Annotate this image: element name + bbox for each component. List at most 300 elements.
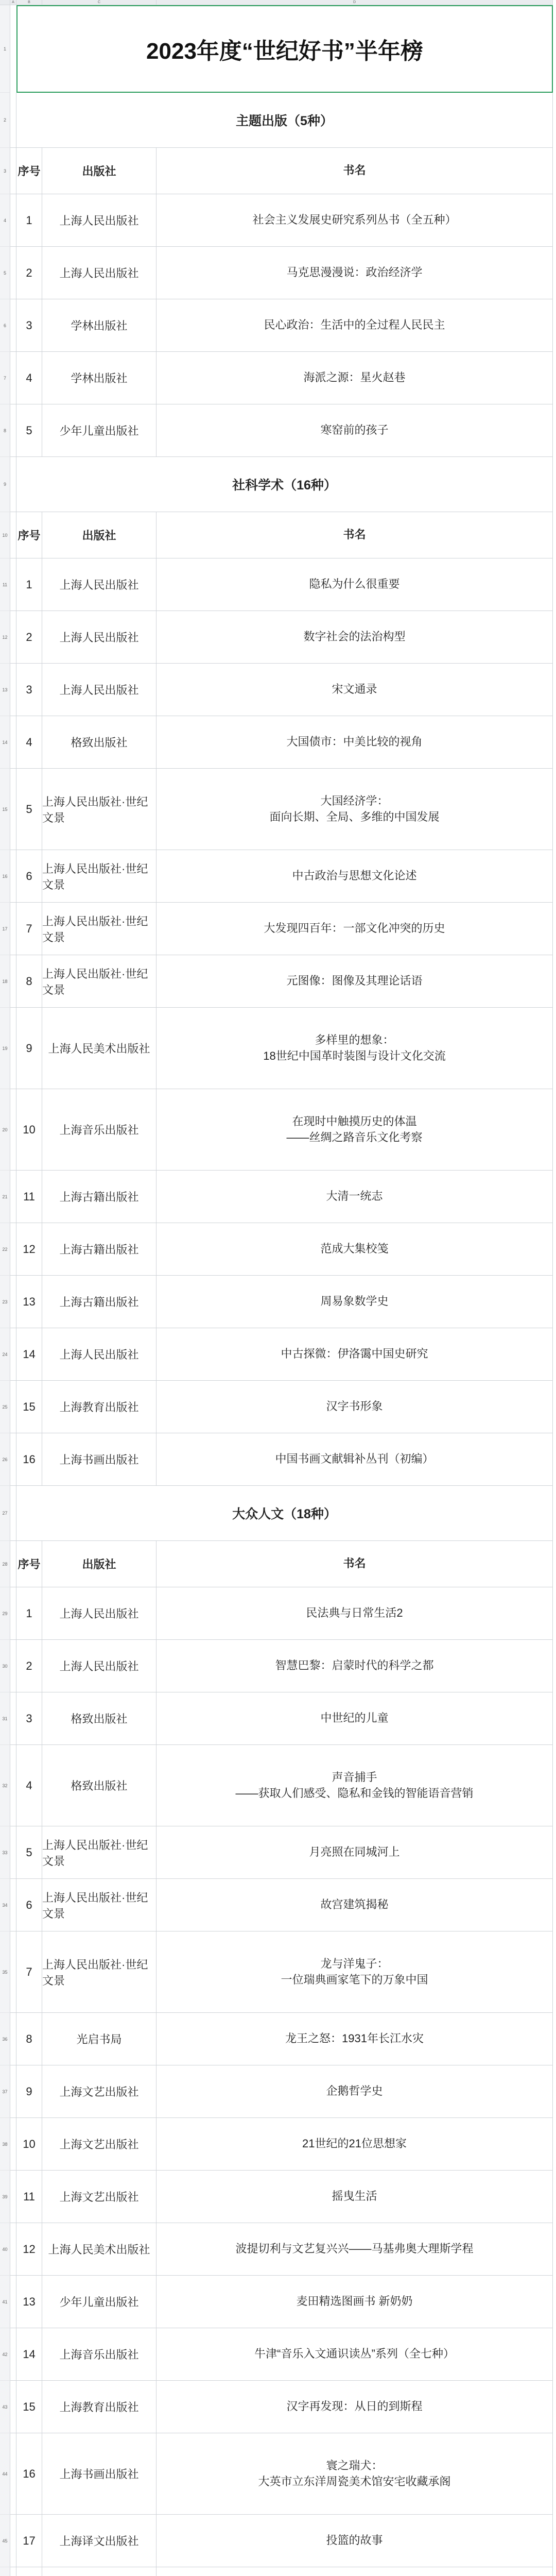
- publisher-cell[interactable]: [42, 664, 157, 716]
- row-number[interactable]: 6: [0, 299, 10, 352]
- cell-col-a[interactable]: [10, 1745, 16, 1826]
- number-cell-text: 5: [26, 1845, 32, 1859]
- number-cell[interactable]: [16, 2118, 42, 2171]
- table-row: [0, 1171, 556, 1223]
- book-title-cell[interactable]: [157, 352, 553, 404]
- cell-col-a[interactable]: [10, 1587, 16, 1640]
- table-row: [0, 850, 556, 903]
- book-title-cell[interactable]: [157, 2328, 553, 2381]
- number-cell-text: 3: [26, 318, 32, 332]
- book-title-cell[interactable]: [157, 2433, 553, 2515]
- cell-col-a[interactable]: [10, 1879, 16, 1931]
- cell-col-a[interactable]: [10, 93, 16, 148]
- publisher-cell-text: 学林出版社: [71, 319, 128, 332]
- publisher-cell[interactable]: [42, 1692, 157, 1745]
- row-number[interactable]: 31: [0, 1692, 10, 1745]
- number-cell[interactable]: [16, 1171, 42, 1223]
- publisher-cell[interactable]: [42, 299, 157, 352]
- publisher-cell[interactable]: [42, 247, 157, 299]
- cell-col-a[interactable]: [10, 194, 16, 247]
- cell-col-a[interactable]: [10, 2276, 16, 2328]
- cell-col-a[interactable]: [10, 247, 16, 299]
- publisher-cell-text: 上海教育出版社: [59, 1401, 139, 1414]
- cell-col-a[interactable]: [10, 1433, 16, 1486]
- publisher-cell[interactable]: [42, 404, 157, 457]
- book-title-cell-text: 隐私为什么很重要: [309, 578, 400, 591]
- cell-col-a[interactable]: [10, 1089, 16, 1171]
- book-title-cell[interactable]: [157, 1381, 553, 1433]
- book-title-cell[interactable]: [157, 1587, 553, 1640]
- publisher-cell-text: 上海古籍出版社: [59, 1296, 139, 1309]
- number-cell[interactable]: [16, 955, 42, 1008]
- publisher-cell[interactable]: [42, 903, 157, 955]
- number-cell[interactable]: [16, 1381, 42, 1433]
- publisher-cell[interactable]: [42, 1171, 157, 1223]
- row-number[interactable]: 41: [0, 2276, 10, 2328]
- publisher-cell[interactable]: [42, 1381, 157, 1433]
- publisher-cell-text: 上海人民出版社·世纪文景: [42, 914, 148, 944]
- select-all-corner[interactable]: [0, 0, 10, 5]
- table-row: [0, 1692, 556, 1745]
- header-book-cell-text: 书名: [343, 164, 366, 177]
- cell-col-a[interactable]: [10, 558, 16, 611]
- number-cell[interactable]: [16, 194, 42, 247]
- number-cell[interactable]: [16, 716, 42, 769]
- table-row: [0, 664, 556, 716]
- publisher-cell[interactable]: [42, 1587, 157, 1640]
- book-title-cell[interactable]: [157, 2118, 553, 2171]
- row-number[interactable]: 43: [0, 2381, 10, 2433]
- cell-col-a[interactable]: [10, 1640, 16, 1692]
- book-title-cell[interactable]: [157, 850, 553, 903]
- number-cell[interactable]: [16, 1931, 42, 2013]
- cell-col-a[interactable]: [10, 1826, 16, 1879]
- header-publisher-cell[interactable]: [42, 148, 157, 194]
- publisher-cell[interactable]: [42, 1223, 157, 1276]
- cell-col-a[interactable]: [10, 1541, 16, 1587]
- book-title-cell[interactable]: [157, 2065, 553, 2118]
- table-row: [0, 352, 556, 404]
- row-number[interactable]: 25: [0, 1381, 10, 1433]
- number-cell[interactable]: [16, 1223, 42, 1276]
- publisher-cell-text: 上海人民出版社·世纪文景: [42, 795, 148, 824]
- cell-col-a[interactable]: [10, 1008, 16, 1089]
- cell-col-a[interactable]: [10, 2223, 16, 2276]
- book-title-cell[interactable]: [157, 247, 553, 299]
- book-title-cell[interactable]: [157, 955, 553, 1008]
- book-title-cell[interactable]: [157, 1276, 553, 1328]
- number-cell[interactable]: [16, 2381, 42, 2433]
- row-number[interactable]: 22: [0, 1223, 10, 1276]
- row-number[interactable]: 28: [0, 1541, 10, 1587]
- number-cell[interactable]: [16, 2171, 42, 2223]
- cell-col-a[interactable]: [10, 1931, 16, 2013]
- publisher-cell-text: 上海译文出版社: [59, 2535, 139, 2548]
- number-cell[interactable]: [16, 1089, 42, 1171]
- book-title-cell-text: 智慧巴黎：启蒙时代的科学之都: [275, 1659, 434, 1672]
- row-number[interactable]: 45: [0, 2515, 10, 2567]
- number-cell-text: 1: [26, 213, 32, 227]
- row-number[interactable]: [0, 2567, 10, 2576]
- book-title-cell[interactable]: [157, 2381, 553, 2433]
- table-row: [0, 558, 556, 611]
- book-title-cell[interactable]: [157, 1745, 553, 1826]
- row-number[interactable]: 11: [0, 558, 10, 611]
- book-title-cell[interactable]: [157, 769, 553, 850]
- book-title-cell[interactable]: [157, 664, 553, 716]
- table-row: [0, 1745, 556, 1826]
- publisher-cell[interactable]: [42, 2433, 157, 2515]
- book-title-cell[interactable]: [157, 1692, 553, 1745]
- table-row: [0, 247, 556, 299]
- number-cell-text: 10: [23, 2137, 36, 2150]
- publisher-cell[interactable]: [42, 1826, 157, 1879]
- publisher-cell[interactable]: [42, 1276, 157, 1328]
- publisher-cell-text: 上海人民美术出版社: [48, 1042, 150, 1055]
- book-title-cell[interactable]: [157, 2223, 553, 2276]
- book-title-cell[interactable]: [157, 2515, 553, 2567]
- book-title-cell-text: 周易象数学史: [320, 1295, 389, 1308]
- number-cell-text: 9: [26, 1041, 32, 1055]
- book-title-cell[interactable]: [157, 1223, 553, 1276]
- sheet-title-cell[interactable]: 2023年度“世纪好书”半年榜: [16, 5, 553, 93]
- publisher-cell-text: 上海人民出版社: [59, 267, 139, 280]
- publisher-cell-text: 上海文艺出版社: [59, 2191, 139, 2204]
- cell-col-a[interactable]: [10, 1381, 16, 1433]
- number-cell[interactable]: [16, 404, 42, 457]
- cell-col-a[interactable]: [10, 1692, 16, 1745]
- book-title-cell[interactable]: [157, 299, 553, 352]
- section-title[interactable]: 主题出版（5种）: [16, 93, 553, 148]
- column-header-c[interactable]: C: [42, 0, 157, 5]
- cell-col-a[interactable]: [10, 148, 16, 194]
- number-cell[interactable]: [16, 558, 42, 611]
- number-cell[interactable]: [16, 2328, 42, 2381]
- cell-col-a[interactable]: [10, 2171, 16, 2223]
- row-number[interactable]: 44: [0, 2433, 10, 2515]
- book-title-cell[interactable]: [157, 1433, 553, 1486]
- book-title-cell-text: 21世纪的21位思想家: [302, 2137, 407, 2150]
- number-cell-text: 6: [26, 869, 32, 883]
- row-number[interactable]: 15: [0, 769, 10, 850]
- row-number[interactable]: 30: [0, 1640, 10, 1692]
- row-number[interactable]: 35: [0, 1931, 10, 2013]
- publisher-cell[interactable]: [42, 2515, 157, 2567]
- publisher-cell[interactable]: [42, 850, 157, 903]
- number-cell[interactable]: [16, 2515, 42, 2567]
- row-number[interactable]: 37: [0, 2065, 10, 2118]
- header-publisher-cell-text: 出版社: [82, 1558, 116, 1571]
- row-number[interactable]: 21: [0, 1171, 10, 1223]
- publisher-cell[interactable]: [42, 769, 157, 850]
- book-title-cell[interactable]: [157, 194, 553, 247]
- number-cell[interactable]: [16, 1008, 42, 1089]
- publisher-cell[interactable]: [42, 1931, 157, 2013]
- cell-col-a[interactable]: [10, 850, 16, 903]
- publisher-cell[interactable]: [42, 352, 157, 404]
- row-number[interactable]: 23: [0, 1276, 10, 1328]
- publisher-cell[interactable]: [42, 1879, 157, 1931]
- publisher-cell[interactable]: [42, 1640, 157, 1692]
- number-cell[interactable]: [16, 611, 42, 664]
- number-cell[interactable]: [16, 850, 42, 903]
- number-cell[interactable]: [16, 1587, 42, 1640]
- cell-col-a[interactable]: [10, 1223, 16, 1276]
- book-title-cell[interactable]: [157, 1879, 553, 1931]
- publisher-cell[interactable]: [42, 2171, 157, 2223]
- row-number[interactable]: 13: [0, 664, 10, 716]
- row-number[interactable]: 40: [0, 2223, 10, 2276]
- publisher-cell[interactable]: [42, 194, 157, 247]
- book-title-cell[interactable]: [157, 1931, 553, 2013]
- section-title[interactable]: 大众人文（18种）: [16, 1486, 553, 1541]
- row-number[interactable]: 33: [0, 1826, 10, 1879]
- publisher-cell-text: 少年儿童出版社: [59, 2296, 139, 2309]
- row-number[interactable]: 42: [0, 2328, 10, 2381]
- header-no-cell-text: 序号: [18, 529, 41, 542]
- number-cell-text: 7: [26, 922, 32, 935]
- table-row: [0, 2328, 556, 2381]
- publisher-cell-text: 上海古籍出版社: [59, 1191, 139, 1204]
- number-cell-text: 11: [23, 1190, 35, 1203]
- cell-col-a[interactable]: [10, 716, 16, 769]
- cell-col-a[interactable]: [10, 457, 16, 512]
- publisher-cell[interactable]: [42, 2065, 157, 2118]
- number-cell[interactable]: [16, 1640, 42, 1692]
- section-title[interactable]: 社科学术（16种）: [16, 457, 553, 512]
- number-cell[interactable]: [16, 299, 42, 352]
- number-cell[interactable]: [16, 2567, 42, 2576]
- book-title-cell[interactable]: [157, 1089, 553, 1171]
- publisher-cell[interactable]: [42, 716, 157, 769]
- row-number[interactable]: 29: [0, 1587, 10, 1640]
- row-number[interactable]: 1: [0, 5, 10, 93]
- header-book-cell[interactable]: [157, 512, 553, 558]
- book-title-cell-text: 龙与洋鬼子： 一位瑞典画家笔下的万象中国: [281, 1957, 428, 1986]
- book-title-cell[interactable]: [157, 2013, 553, 2065]
- book-title-cell[interactable]: [157, 1328, 553, 1381]
- row-number[interactable]: 3: [0, 148, 10, 194]
- table-row: [0, 2223, 556, 2276]
- number-cell-text: 8: [26, 2032, 32, 2045]
- cell-col-a[interactable]: [10, 2065, 16, 2118]
- number-cell-text: 16: [23, 2467, 36, 2480]
- cell-col-a[interactable]: [10, 2118, 16, 2171]
- publisher-cell-text: 上海文艺出版社: [59, 2086, 139, 2098]
- publisher-cell[interactable]: [42, 2567, 157, 2576]
- row-number[interactable]: 7: [0, 352, 10, 404]
- cell-col-a[interactable]: [10, 2381, 16, 2433]
- header-no-cell[interactable]: [16, 148, 42, 194]
- number-cell[interactable]: [16, 1276, 42, 1328]
- publisher-cell[interactable]: [42, 1328, 157, 1381]
- number-cell[interactable]: [16, 1328, 42, 1381]
- cell-col-a[interactable]: [10, 512, 16, 558]
- cell-col-a[interactable]: [10, 1486, 16, 1541]
- row-number[interactable]: 14: [0, 716, 10, 769]
- publisher-cell[interactable]: [42, 2118, 157, 2171]
- number-cell[interactable]: [16, 2065, 42, 2118]
- number-cell[interactable]: [16, 2013, 42, 2065]
- publisher-cell-text: 上海人民出版社·世纪文景: [42, 862, 148, 891]
- column-header-d[interactable]: D: [157, 0, 553, 5]
- publisher-cell[interactable]: [42, 2328, 157, 2381]
- header-book-cell[interactable]: [157, 148, 553, 194]
- column-header-b[interactable]: B: [16, 0, 42, 5]
- row-number[interactable]: 36: [0, 2013, 10, 2065]
- cell-col-a[interactable]: [10, 2013, 16, 2065]
- row-number[interactable]: 5: [0, 247, 10, 299]
- header-publisher-cell[interactable]: [42, 1541, 157, 1587]
- publisher-cell[interactable]: [42, 955, 157, 1008]
- header-no-cell[interactable]: [16, 512, 42, 558]
- row-number[interactable]: 9: [0, 457, 10, 512]
- publisher-cell-text: 上海古籍出版社: [59, 1243, 139, 1256]
- number-cell[interactable]: [16, 1692, 42, 1745]
- book-title-cell-text: 数字社会的法治构型: [303, 630, 406, 643]
- book-title-cell[interactable]: [157, 716, 553, 769]
- book-title-cell[interactable]: [157, 2276, 553, 2328]
- cell-col-a[interactable]: [10, 299, 16, 352]
- row-number[interactable]: 16: [0, 850, 10, 903]
- publisher-cell[interactable]: [42, 558, 157, 611]
- row-number[interactable]: 2: [0, 93, 10, 148]
- row-number[interactable]: 26: [0, 1433, 10, 1486]
- publisher-cell[interactable]: [42, 2276, 157, 2328]
- cell-col-a[interactable]: [10, 903, 16, 955]
- cell-col-a[interactable]: [10, 769, 16, 850]
- publisher-cell-text: 少年儿童出版社: [59, 425, 139, 437]
- cell-col-a[interactable]: [10, 1328, 16, 1381]
- book-title-cell-text: 民法典与日常生活2: [306, 1606, 403, 1620]
- row-number[interactable]: 17: [0, 903, 10, 955]
- row-number[interactable]: 12: [0, 611, 10, 664]
- book-title-cell[interactable]: [157, 558, 553, 611]
- table-row: [0, 1276, 556, 1328]
- cell-col-a[interactable]: [10, 352, 16, 404]
- book-title-cell-text: 投篮的故事: [326, 2534, 383, 2547]
- number-cell[interactable]: [16, 2433, 42, 2515]
- section-title-row: [0, 93, 556, 148]
- cell-col-a[interactable]: [10, 2515, 16, 2567]
- number-cell-text: 5: [26, 423, 32, 437]
- book-title-cell-text: 大国经济学： 面向长期、全局、多维的中国发展: [269, 794, 440, 823]
- publisher-cell-text: 上海人民出版社: [59, 1348, 139, 1361]
- number-cell[interactable]: [16, 769, 42, 850]
- publisher-cell-text: 上海书画出版社: [59, 1453, 139, 1466]
- cell-col-a[interactable]: [10, 1276, 16, 1328]
- book-title-cell-text: 寰之瑞犬： 大英市立东洋周瓷美术馆安宅收藏承阁: [258, 2459, 451, 2488]
- cell-col-a[interactable]: [10, 2328, 16, 2381]
- row-number[interactable]: 39: [0, 2171, 10, 2223]
- number-cell[interactable]: [16, 1433, 42, 1486]
- publisher-cell[interactable]: [42, 1433, 157, 1486]
- table-row: [0, 1089, 556, 1171]
- publisher-cell[interactable]: [42, 611, 157, 664]
- cell-col-a[interactable]: [10, 955, 16, 1008]
- book-title-cell[interactable]: [157, 611, 553, 664]
- number-cell-text: 3: [26, 1711, 32, 1725]
- number-cell[interactable]: [16, 664, 42, 716]
- cell-col-a[interactable]: [10, 1171, 16, 1223]
- publisher-cell-text: 上海人民出版社·世纪文景: [42, 1838, 148, 1868]
- column-header-a[interactable]: A: [10, 0, 16, 5]
- book-title-cell[interactable]: [157, 2567, 553, 2576]
- cell-col-a[interactable]: [10, 2433, 16, 2515]
- row-number[interactable]: 19: [0, 1008, 10, 1089]
- book-title-cell-text: 龙王之怒：1931年长江水灾: [285, 2032, 424, 2045]
- number-cell[interactable]: [16, 2223, 42, 2276]
- row-number[interactable]: 32: [0, 1745, 10, 1826]
- book-title-cell[interactable]: [157, 903, 553, 955]
- book-title-cell[interactable]: [157, 2171, 553, 2223]
- table-row: [0, 1328, 556, 1381]
- cell-col-a[interactable]: [10, 664, 16, 716]
- number-cell[interactable]: [16, 903, 42, 955]
- publisher-cell-text: 学林出版社: [71, 372, 128, 385]
- header-book-cell-text: 书名: [343, 528, 366, 541]
- cell-col-a[interactable]: [10, 2567, 16, 2576]
- number-cell[interactable]: [16, 1826, 42, 1879]
- publisher-cell-text: 上海人民出版社·世纪文景: [42, 967, 148, 996]
- book-title-cell[interactable]: [157, 404, 553, 457]
- book-title-cell-text: 故宫建筑揭秘: [320, 1898, 389, 1911]
- publisher-cell[interactable]: [42, 1008, 157, 1089]
- book-title-cell-text: 汉字书形象: [326, 1400, 383, 1413]
- book-title-cell[interactable]: [157, 1640, 553, 1692]
- header-publisher-cell[interactable]: [42, 512, 157, 558]
- row-number[interactable]: 34: [0, 1879, 10, 1931]
- number-cell[interactable]: [16, 247, 42, 299]
- book-title-cell-text: 寒窑前的孩子: [320, 423, 389, 437]
- cell-col-a[interactable]: [10, 611, 16, 664]
- table-row: [0, 2118, 556, 2171]
- number-cell-text: 6: [26, 1898, 32, 1911]
- publisher-cell-text: 上海人民出版社: [59, 631, 139, 644]
- book-title-cell-text: 元图像：图像及其理论话语: [286, 974, 423, 988]
- publisher-cell[interactable]: [42, 2013, 157, 2065]
- cell-col-a[interactable]: [10, 404, 16, 457]
- publisher-cell[interactable]: [42, 2223, 157, 2276]
- row-number[interactable]: 8: [0, 404, 10, 457]
- row-number[interactable]: 20: [0, 1089, 10, 1171]
- publisher-cell[interactable]: [42, 2381, 157, 2433]
- number-cell[interactable]: [16, 1745, 42, 1826]
- book-title-cell-text: 波提切利与文艺复兴兴——马基弗奥大理斯学程: [235, 2242, 474, 2256]
- book-title-cell[interactable]: [157, 1171, 553, 1223]
- row-number[interactable]: 38: [0, 2118, 10, 2171]
- row-number[interactable]: 10: [0, 512, 10, 558]
- number-cell[interactable]: [16, 1879, 42, 1931]
- book-title-cell[interactable]: [157, 1826, 553, 1879]
- row-number[interactable]: 24: [0, 1328, 10, 1381]
- row-number[interactable]: 18: [0, 955, 10, 1008]
- number-cell[interactable]: [16, 352, 42, 404]
- header-book-cell[interactable]: [157, 1541, 553, 1587]
- publisher-cell[interactable]: [42, 1745, 157, 1826]
- table-row: [0, 2567, 556, 2576]
- row-number[interactable]: 27: [0, 1486, 10, 1541]
- book-title-cell[interactable]: [157, 1008, 553, 1089]
- publisher-cell[interactable]: [42, 1089, 157, 1171]
- table-row: [0, 2276, 556, 2328]
- number-cell[interactable]: [16, 2276, 42, 2328]
- row-number[interactable]: 4: [0, 194, 10, 247]
- publisher-cell-text: 格致出版社: [71, 1780, 128, 1792]
- number-cell-text: 4: [26, 735, 32, 749]
- publisher-cell-text: 上海音乐出版社: [59, 1124, 139, 1137]
- header-no-cell[interactable]: [16, 1541, 42, 1587]
